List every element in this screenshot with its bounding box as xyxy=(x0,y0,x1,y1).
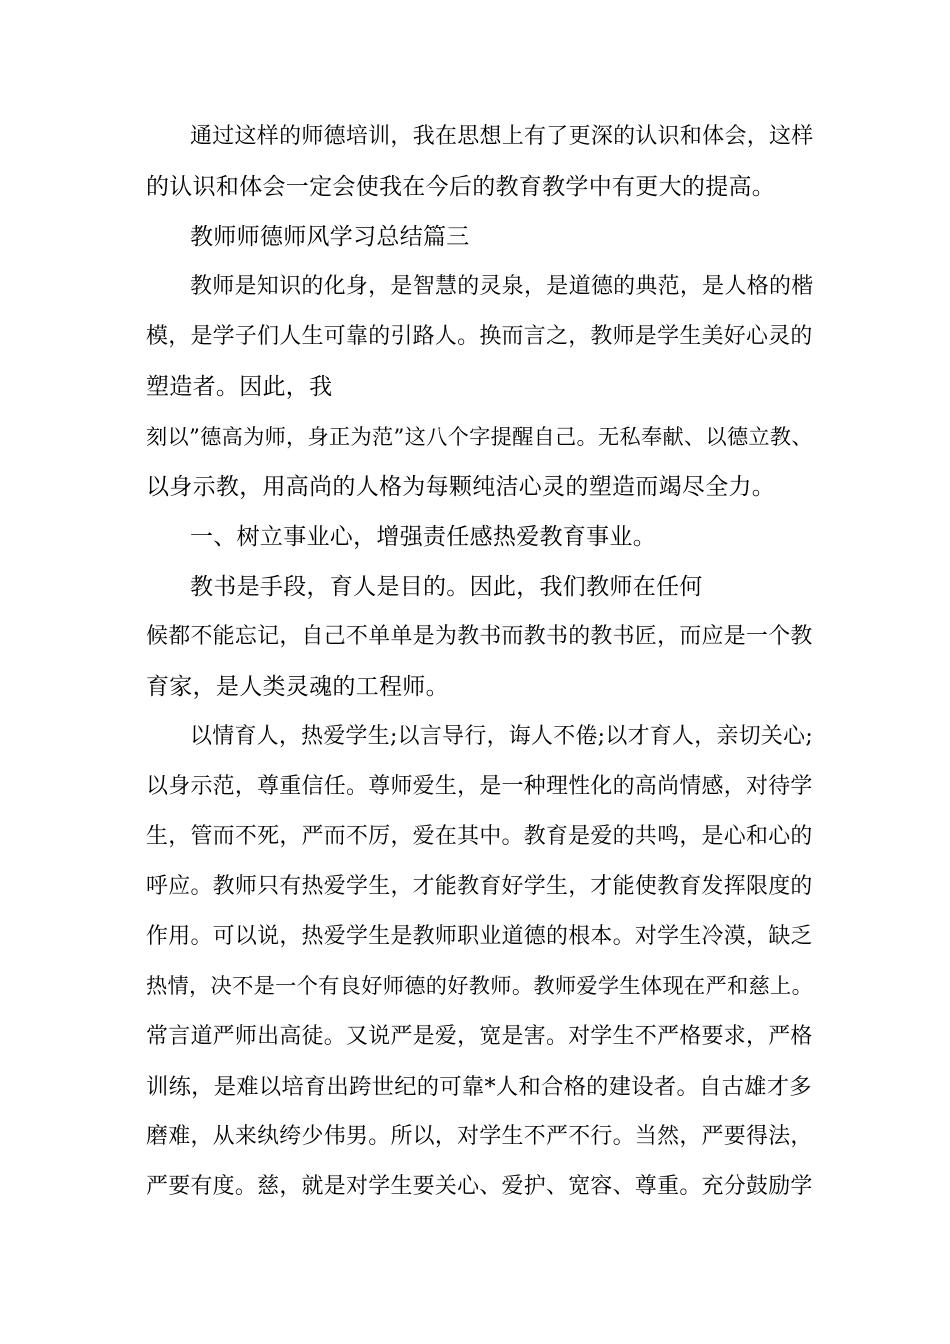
text-line: 磨难，从来纨绔少伟男。所以，对学生不严不行。当然，严要得法， xyxy=(146,1124,813,1149)
section-heading: 教师师德师风学习总结篇三 xyxy=(190,224,470,250)
text-line: 通过这样的师德培训，我在思想上有了更深的认识和体会，这样 xyxy=(190,124,814,149)
text-line: 热情，决不是一个有良好师德的好教师。教师爱学生体现在严和慈上。 xyxy=(146,974,814,999)
text-line: 塑造者。因此，我 xyxy=(146,374,333,400)
subheading: 一、树立事业心，增强责任感热爱教育事业。 xyxy=(190,524,656,550)
text-line: 训练，是难以培育出跨世纪的可靠*人和合格的建设者。自古雄才多 xyxy=(146,1074,812,1100)
text-line: 育家，是人类灵魂的工程师。 xyxy=(146,674,449,700)
text-line: 严要有度。慈，就是对学生要关心、爱护、宽容、尊重。充分鼓励学 xyxy=(146,1174,813,1199)
text-line: 以情育人，热爱学生;以言导行，诲人不倦;以才育人，亲切关心; xyxy=(190,724,814,749)
text-line: 生，管而不死，严而不厉，爱在其中。教育是爱的共鸣，是心和心的 xyxy=(146,824,813,849)
text-line: 常言道严师出高徒。又说严是爱，宽是害。对学生不严格要求，严格 xyxy=(146,1024,813,1049)
text-line: 教书是手段，育人是目的。因此，我们教师在任何 xyxy=(190,574,703,600)
text-line: 以身示教，用高尚的人格为每颗纯洁心灵的塑造而竭尽全力。 xyxy=(146,474,776,500)
text-line: 候都不能忘记，自己不单单是为教书而教书的教书匠，而应是一个教 xyxy=(146,624,813,649)
text-line: 以身示范，尊重信任。尊师爱生，是一种理性化的高尚情感，对待学 xyxy=(146,774,813,799)
text-line: 呼应。教师只有热爱学生，才能教育好学生，才能使教育发挥限度的 xyxy=(146,874,813,899)
text-line: 作用。可以说，热爱学生是教师职业道德的根本。对学生冷漠，缺乏 xyxy=(146,924,813,949)
text-line: 的认识和体会一定会使我在今后的教育教学中有更大的提高。 xyxy=(146,174,776,200)
text-line: 刻以”德高为师，身正为范”这八个字提醒自己。无私奉献、以德立教、 xyxy=(146,424,813,449)
text-line: 模，是学子们人生可靠的引路人。换而言之，教师是学生美好心灵的 xyxy=(146,324,813,349)
text-line: 教师是知识的化身，是智慧的灵泉，是道德的典范，是人格的楷 xyxy=(190,274,814,299)
